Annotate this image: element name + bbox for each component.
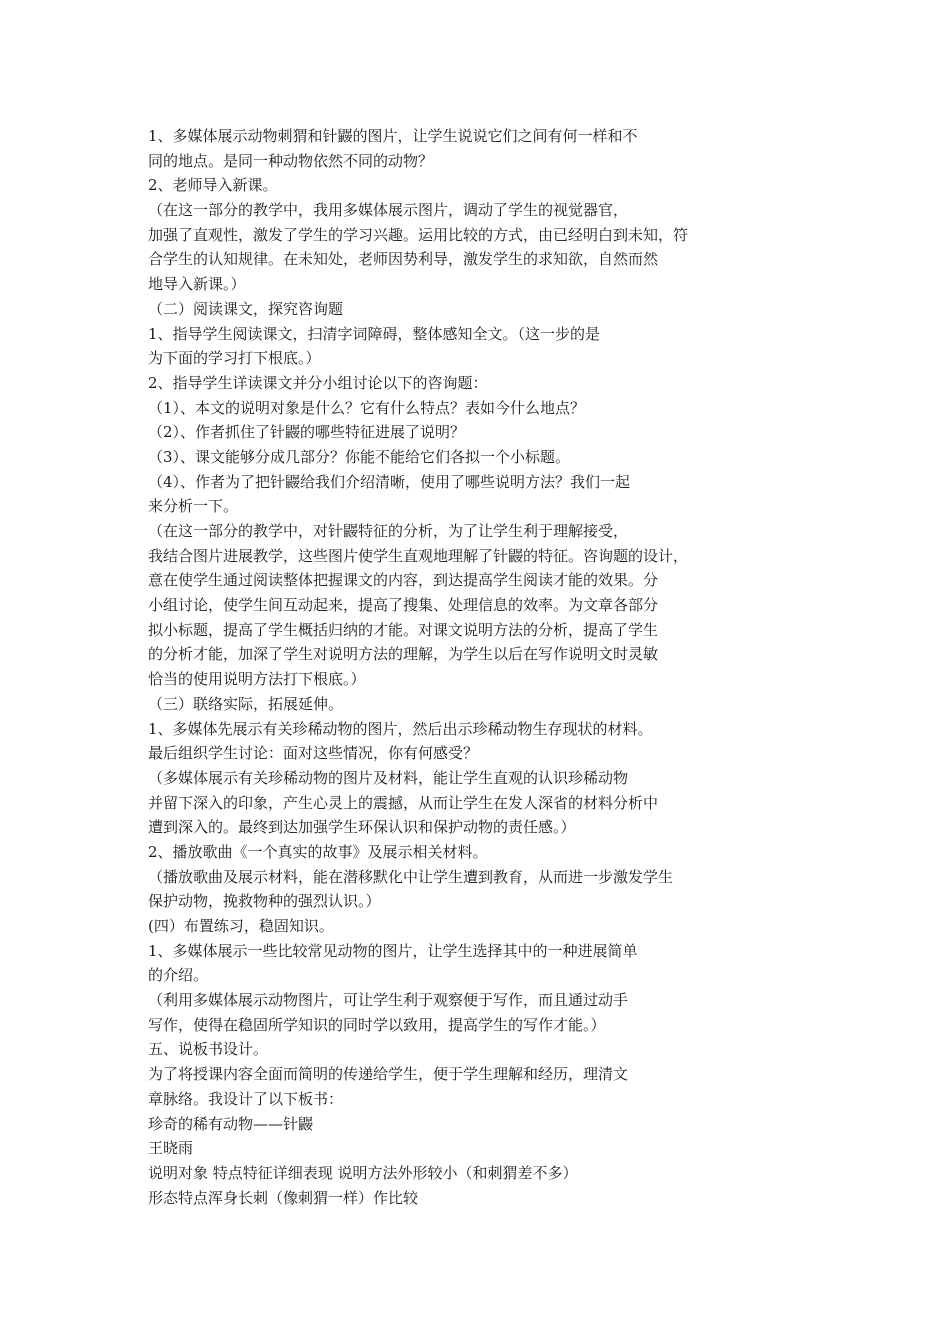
- text-line: （4）、作者为了把针鼹给我们介绍清晰，使用了哪些说明方法？我们一起: [148, 472, 631, 491]
- text-line: （三）联络实际，拓展延伸。: [148, 694, 344, 713]
- text-line: 1、多媒体展示动物刺猬和针鼹的图片，让学生说说它们之间有何一样和不: [148, 127, 638, 145]
- text-line: 写作，使得在稳固所学知识的同时学以致用，提高学生的写作才能。）: [148, 1015, 606, 1034]
- text-line: 五、说板书设计。: [148, 1040, 269, 1059]
- text-line: (四）布置练习，稳固知识。: [148, 917, 334, 935]
- text-line: 并留下深入的印象，产生心灵上的震撼，从而让学生在发人深省的材料分析中: [148, 793, 659, 812]
- text-line: （在这一部分的教学中，对针鼹特征的分析，为了让学生利于理解接受，: [148, 522, 629, 540]
- text-line: 珍奇的稀有动物——针鼹: [148, 1114, 314, 1133]
- text-line: （二）阅读课文，探究咨询题: [148, 299, 344, 318]
- text-line: 章脉络。我设计了以下板书：: [148, 1089, 344, 1108]
- text-line: 同的地点。是同一种动物依然不同的动物？: [148, 151, 434, 170]
- text-line: 1、多媒体展示一些比较常见动物的图片，让学生选择其中的一种进展简单: [148, 941, 638, 960]
- text-line: （1）、本文的说明对象是什么？它有什么特点？表如今什么地点？: [148, 398, 586, 417]
- text-line: （在这一部分的教学中，我用多媒体展示图片，调动了学生的视觉器官，: [148, 201, 629, 220]
- text-line: 2、指导学生详读课文并分小组讨论以下的咨询题：: [148, 373, 488, 392]
- text-line: 王晓雨: [148, 1139, 194, 1158]
- text-line: 的分析才能，加深了学生对说明方法的理解，为学生以后在写作说明文时灵敏: [148, 645, 659, 664]
- text-line: 意在使学生通过阅读整体把握课文的内容，到达提高学生阅读才能的效果。分: [148, 571, 659, 590]
- text-line: 形态特点浑身长刺（像刺猬一样）作比较: [148, 1188, 419, 1207]
- text-line: 1、多媒体先展示有关珍稀动物的图片，然后出示珍稀动物生存现状的材料。: [148, 719, 653, 738]
- document-body: [148, 124, 788, 1210]
- text-line: 2、老师导入新课。: [148, 176, 278, 195]
- text-line: 我结合图片进展教学，这些图片使学生直观地理解了针鼹的特征。咨询题的设计，: [148, 546, 689, 565]
- text-line: 遭到深入的。最终到达加强学生环保认识和保护动物的责任感。）: [148, 818, 576, 837]
- text-line: 说明对象 特点特征详细表现 说明方法外形较小（和刺猬差不多）: [148, 1163, 578, 1182]
- text-line: 保护动物，挽救物种的强烈认识。）: [148, 892, 381, 911]
- text-line: 2、播放歌曲《一个真实的故事》及展示相关材料。: [148, 842, 488, 861]
- text-line: 加强了直观性，激发了学生的学习兴趣。运用比较的方式，由已经明白到未知，符: [148, 225, 689, 244]
- text-line: （播放歌曲及展示材料，能在潜移默化中让学生遭到教育，从而进一步激发学生: [148, 867, 674, 886]
- text-line: 拟小标题，提高了学生概括归纳的才能。对课文说明方法的分析，提高了学生: [148, 620, 659, 639]
- text-line: 为下面的学习打下根底。）: [148, 349, 321, 368]
- text-line: （多媒体展示有关珍稀动物的图片及材料，能让学生直观的认识珍稀动物: [148, 768, 629, 787]
- text-line: 合学生的认知规律。在未知处，老师因势利导，激发学生的求知欲，自然而然: [148, 250, 659, 269]
- text-line: 来分析一下。: [148, 497, 239, 516]
- text-line: 1、指导学生阅读课文，扫清字词障碍，整体感知全文。（这一步的是: [148, 324, 601, 343]
- text-line: （2）、作者抓住了针鼹的哪些特征进展了说明？: [148, 423, 466, 442]
- text-line: （3）、课文能够分成几部分？你能不能给它们各拟一个小标题。: [148, 447, 571, 466]
- text-line: 小组讨论，使学生间互动起来，提高了搜集、处理信息的效率。为文章各部分: [148, 596, 659, 615]
- text-line: 地导入新课。）: [148, 275, 246, 294]
- text-line: 最后组织学生讨论：面对这些情况，你有何感受？: [148, 744, 479, 763]
- text-line: 的介绍。: [148, 966, 209, 985]
- text-line: （利用多媒体展示动物图片，可让学生利于观察便于写作，而且通过动手: [148, 991, 629, 1010]
- text-line: 为了将授课内容全面而简明的传递给学生，便于学生理解和经历，理清文: [148, 1065, 629, 1084]
- text-line: 恰当的使用说明方法打下根底。）: [148, 670, 366, 689]
